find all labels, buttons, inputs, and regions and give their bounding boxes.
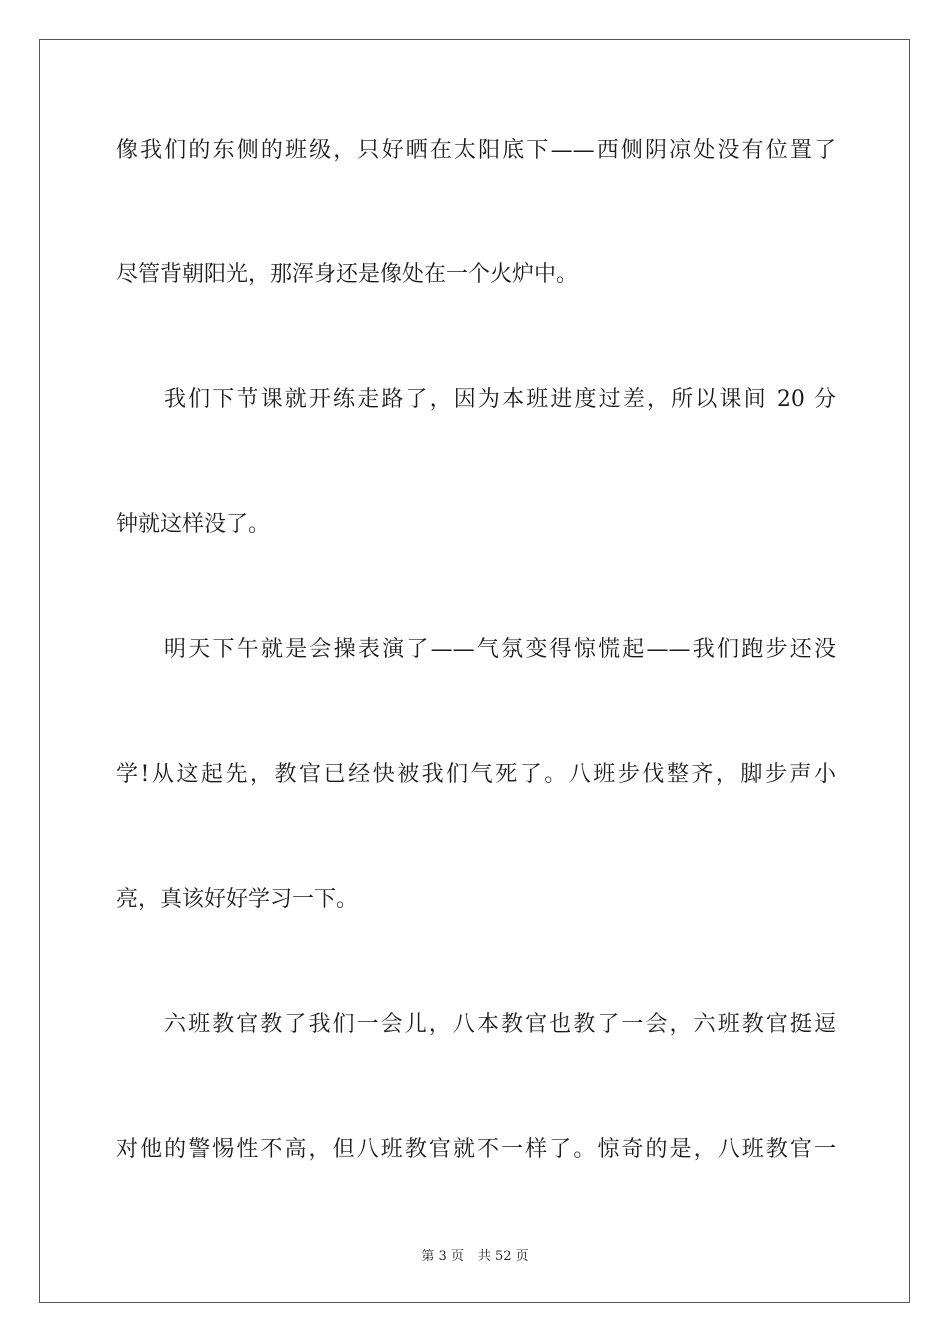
page-border (39, 39, 910, 1303)
page-total: 共 52 页 (477, 1249, 529, 1264)
text-line: 明天下午就是会操表演了——气氛变得惊慌起——我们跑步还没 (164, 637, 836, 662)
text-line: 亮，真该好好学习一下。 (116, 887, 359, 912)
text-line: 我们下节课就开练走路了，因为本班进度过差，所以课间 20 分 (164, 387, 836, 412)
text-line: 尽管背朝阳光，那浑身还是像处在一个火炉中。 (116, 262, 579, 287)
text-line: 对他的警惕性不高，但八班教官就不一样了。惊奇的是，八班教官一 (116, 1137, 836, 1162)
page-number: 第 3 页 (421, 1249, 464, 1264)
text-line: 六班教官教了我们一会儿，八本教官也教了一会，六班教官挺逗 (164, 1012, 836, 1037)
text-line: 钟就这样没了。 (116, 512, 271, 537)
text-line: 学!从这起先，教官已经快被我们气死了。八班步伐整齐，脚步声小 (116, 762, 836, 787)
text-line: 像我们的东侧的班级，只好晒在太阳底下——西侧阴凉处没有位置了 (116, 138, 836, 163)
page-footer (0, 1247, 950, 1267)
